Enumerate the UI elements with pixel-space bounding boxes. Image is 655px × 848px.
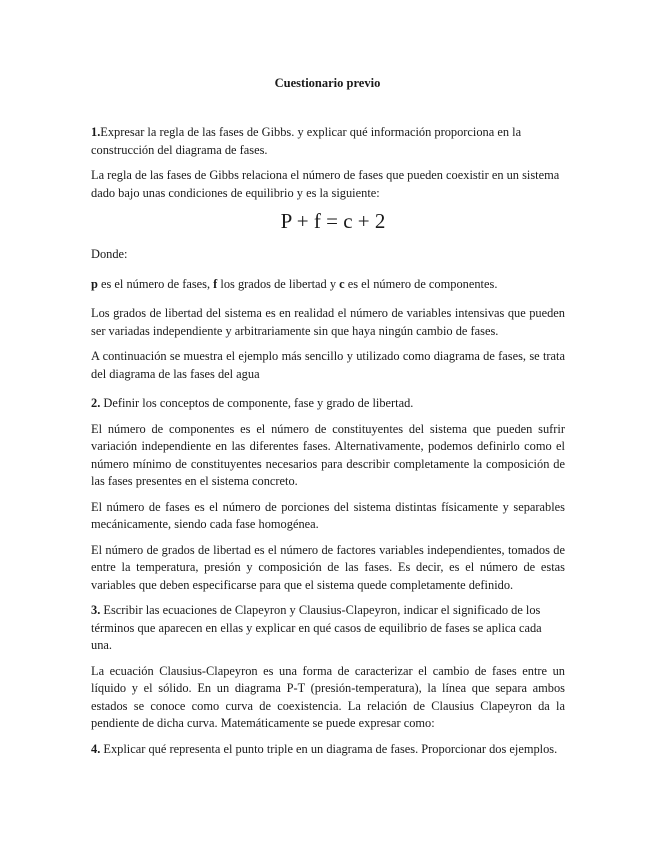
var-p-text: es el número de fases, bbox=[97, 276, 214, 291]
question-3-number: 3. bbox=[91, 603, 101, 617]
componentes-paragraph: El número de componentes es el número de constituyentes del sistema que pueden sufrir variación independiente en las diferentes fases. Alternativamente, podemos definirlo como el número mínimo de constituyentes necesarios para describir completamente la composición de las fases presentes en el sistema concreto. bbox=[91, 421, 565, 488]
libertad-paragraph: El número de grados de libertad es el número de factores variables independientes, tomados de entre la temperatura, presión y composición de las fases. Es decir, es el número de estas variables que deben especificarse para que el sistema quede completamente definido. bbox=[91, 542, 565, 592]
question-4 bbox=[91, 741, 565, 759]
question-3-text: Escribir las ecuaciones de Clapeyron y Clausius-Clapeyron, indicar el significado de los términos que aparecen en ellas y explicar en qué casos de equilibrio de fases se aplica cada una. bbox=[91, 603, 542, 652]
question-2-number: 2. bbox=[91, 396, 101, 410]
question-1 bbox=[91, 124, 565, 159]
question-1-text: Expresar la regla de las fases de Gibbs. y explicar qué información proporciona en la construcción del diagrama de fases. bbox=[91, 125, 522, 157]
gibbs-equation: P + f = c + 2 bbox=[280, 209, 386, 233]
var-c-text: es el número de componentes. bbox=[344, 276, 498, 291]
fases-paragraph: El número de fases es el número de porciones del sistema distintas físicamente y separables mecánicamente, siendo cada fase homogénea. bbox=[91, 499, 565, 531]
var-f: f bbox=[213, 276, 218, 291]
var-f-text: los grados de libertad y bbox=[217, 276, 340, 291]
variables-paragraph bbox=[91, 276, 565, 294]
question-2 bbox=[91, 395, 565, 413]
page-title: Cuestionario previo bbox=[274, 76, 381, 90]
document-body bbox=[91, 124, 565, 766]
ejemplo-paragraph: A continuación se muestra el ejemplo más sencillo y utilizado como diagrama de fases, se trata del diagrama de las fases del agua bbox=[91, 349, 565, 381]
var-p: p bbox=[91, 276, 98, 291]
question-4-text: Explicar qué representa el punto triple en un diagrama de fases. Proporcionar dos ejemplos. bbox=[100, 741, 558, 756]
question-3 bbox=[91, 602, 565, 655]
gibbs-paragraph: La regla de las fases de Gibbs relaciona el número de fases que pueden coexistir en un sistema dado bajo unas condiciones de equilibrio y es la siguiente: bbox=[91, 168, 560, 200]
clausius-paragraph: La ecuación Clausius-Clapeyron es una forma de caracterizar el cambio de fases entre un líquido y el sólido. En un diagrama P-T (presión-temperatura), la línea que separa ambos estados se conoce como curva de coexistencia. La relación de Clausius Clapeyron da la pendiente de dicha curva. Matemáticamente se puede expresar como: bbox=[91, 663, 565, 730]
question-1-number: 1. bbox=[91, 125, 101, 139]
question-2-text: Definir los conceptos de componente, fase y grado de libertad. bbox=[100, 396, 414, 410]
question-4-number: 4. bbox=[91, 741, 101, 756]
donde-label: Donde: bbox=[91, 247, 128, 261]
grados-paragraph: Los grados de libertad del sistema es en realidad el número de variables intensivas que pueden ser variadas independiente y arbitrariamente sin que haya ningún cambio de fases. bbox=[91, 306, 565, 338]
var-c: c bbox=[339, 276, 345, 291]
